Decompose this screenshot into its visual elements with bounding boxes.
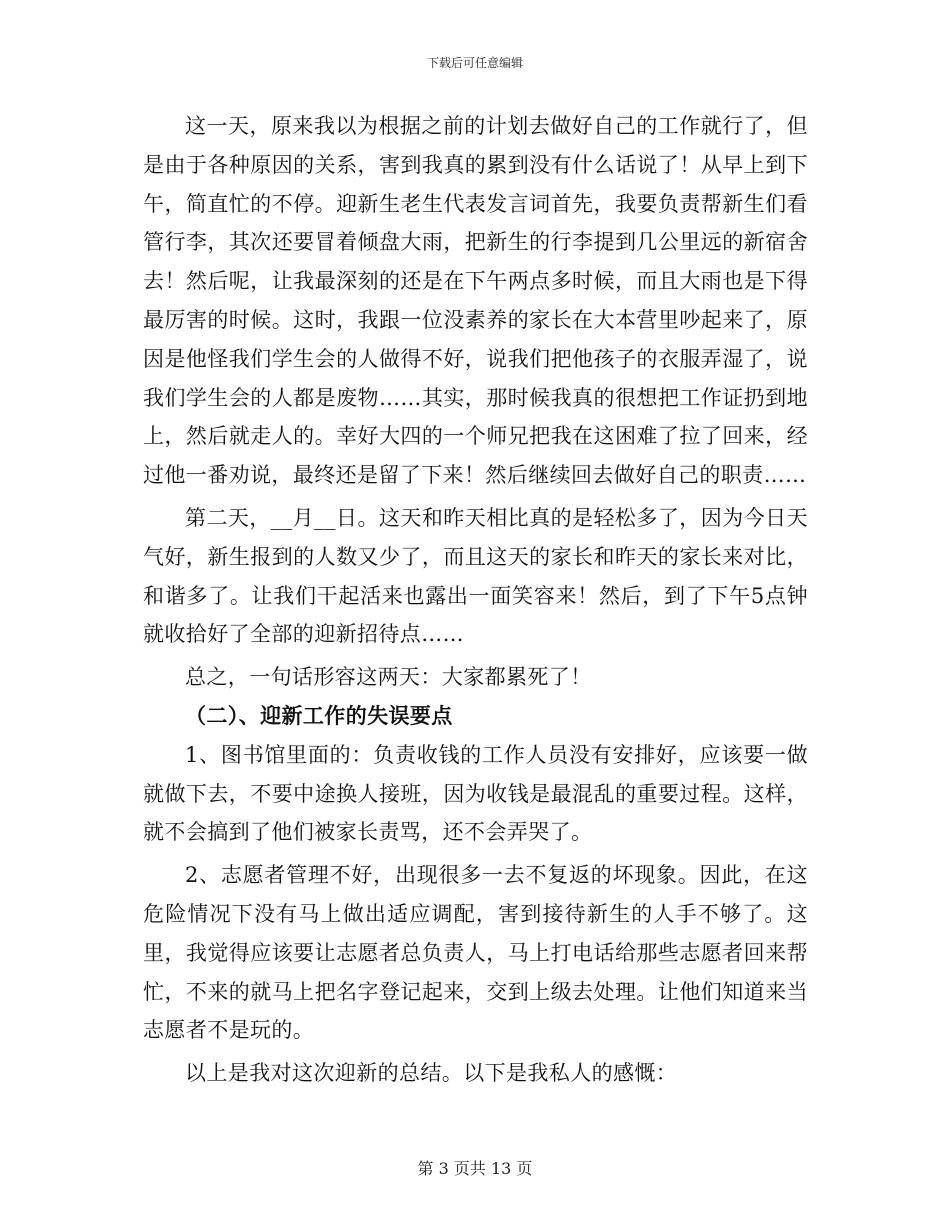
paragraph-closing: 以上是我对这次迎新的总结。以下是我私人的感慨： bbox=[185, 1061, 678, 1086]
document-body bbox=[143, 107, 808, 1093]
section-heading: （二）、迎新工作的失误要点 bbox=[185, 703, 453, 728]
header-note: 下载后可任意编辑 bbox=[426, 56, 523, 70]
paragraph-day-one: 这一天，原来我以为根据之前的计划去做好自己的工作就行了，但是由于各种原因的关系，害到我真的累到没有什么话说了！从早上到下午，简直忙的不停。迎新生老生代表发言词首先，我要负责帮新生们看管行李，其次还要冒着倾盘大雨，把新生的行李提到几公里远的新宿舍去！然后呢，让我最深刻的还是在下午两点多时候，而且大雨也是下得最厉害的时候。这时，我跟一位没素养的家长在大本营里吵起来了，原因是他怪我们学生会的人做得不好，说我们把他孩子的衣服弄湿了，说我们学生会的人都是废物……其实，那时候我真的很想把工作证扔到地上，然后就走人的。幸好大四的一个师兄把我在这困难了拉了回来，经过他一番劝说，最终还是留了下来！然后继续回去做好自己的职责…… bbox=[143, 114, 808, 488]
page-number-footer: 第 3 页共 13 页 bbox=[417, 1159, 533, 1178]
paragraph-day-two: 第二天，__月__日。这天和昨天相比真的是轻松多了，因为今日天气好，新生报到的人数又少了，而且这天的家长和昨天的家长来对比，和谐多了。让我们干起活来也露出一面笑容来！然后，到了下午5点钟就收拾好了全部的迎新招待点…… bbox=[143, 505, 808, 647]
list-item-volunteers: 2、志愿者管理不好，出现很多一去不复返的坏现象。因此，在这危险情况下没有马上做出适应调配，害到接待新生的人手不够了。这里，我觉得应该要让志愿者总负责人，马上打电话给那些志愿者回来帮忙，不来的就马上把名字登记起来，交到上级去处理。让他们知道来当志愿者不是玩的。 bbox=[143, 863, 808, 1043]
paragraph-summary: 总之，一句话形容这两天：大家都累死了！ bbox=[185, 665, 592, 690]
list-item-library: 1、图书馆里面的：负责收钱的工作人员没有安排好，应该要一做就做下去，不要中途换人接班，因为收钱是最混乱的重要过程。这样，就不会搞到了他们被家长责骂，还不会弄哭了。 bbox=[143, 742, 808, 845]
